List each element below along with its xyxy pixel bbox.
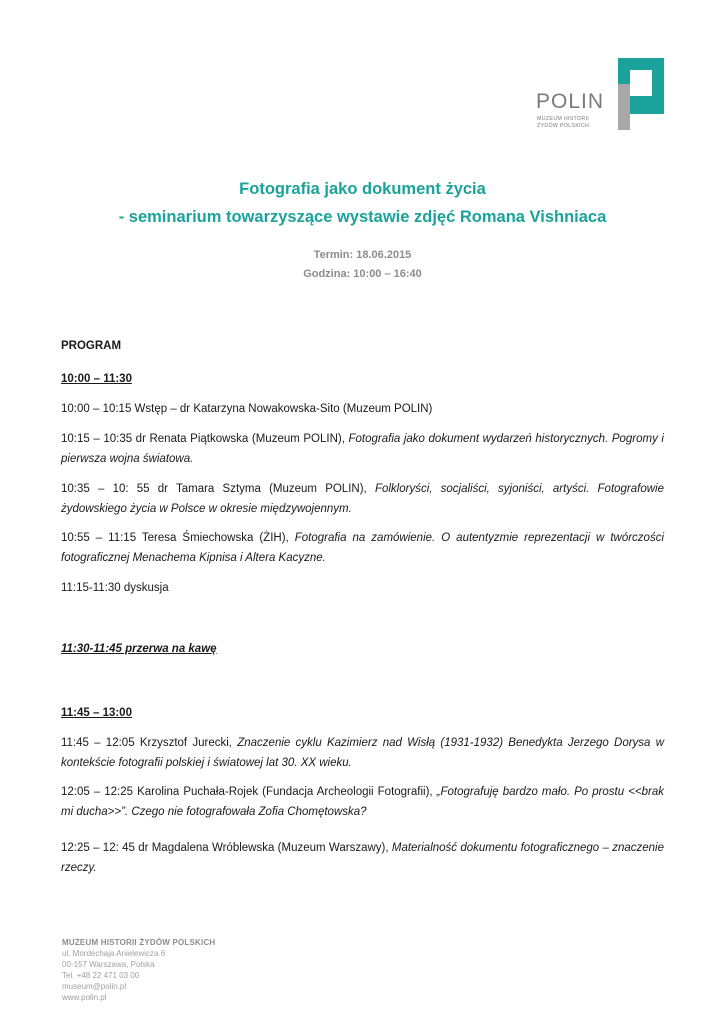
program-item-title: Fotografia na zamówienie. O autentyzmie reprezentacji w twórczości fotograficznej Menachema Kipnisa i Altera Kacyzne. — [61, 532, 664, 564]
event-date: Termin: 18.06.2015 — [313, 249, 412, 261]
program-item — [61, 838, 664, 878]
program-item-text: 10:00 – 10:15 Wstęp – dr Katarzyna Nowakowska-Sito (Muzeum POLIN) — [61, 403, 433, 415]
footer-website: www.polin.pl — [62, 993, 107, 1002]
program-item — [61, 528, 664, 568]
logo-subtitle-line-1: MUZEUM HISTORII — [537, 116, 590, 122]
document-title-line-2: - seminarium towarzyszące wystawie zdjęć Romana Vishniaca — [118, 208, 607, 226]
program-item-text: 10:55 – 11:15 Teresa Śmiechowska (ŻIH), — [61, 532, 295, 544]
event-hours: Godzina: 10:00 – 16:40 — [303, 268, 422, 280]
polin-mark-icon — [610, 58, 664, 130]
footer-museum-name: MUZEUM HISTORII ŻYDÓW POLSKICH — [62, 938, 216, 947]
program-item-text: 10:15 – 10:35 dr Renata Piątkowska (Muzeum POLIN), — [61, 433, 349, 445]
program-item — [61, 429, 664, 469]
program-item-title: Folkloryści, socjaliści, syjoniści, artyści. Fotografowie żydowskiego życia w Polsce w okresie międzywojennym. — [61, 483, 665, 515]
block1-time-label: 10:00 – 11:30 — [61, 373, 132, 385]
logo-wordmark: POLIN — [536, 90, 605, 113]
polin-logo — [536, 58, 664, 130]
coffee-break: 11:30-11:45 przerwa na kawę — [61, 643, 217, 655]
program-item — [61, 782, 664, 822]
footer-email: museum@polin.pl — [62, 982, 127, 991]
program-item-title: Znaczenie cyklu Kazimierz nad Wisłą (1931-1932) Benedykta Jerzego Dorysa w kontekście fotografii polskiej i światowej lat 30. XX wieku. — [61, 737, 665, 769]
program-item — [61, 399, 664, 419]
program-item-text: 11:15-11:30 dyskusja — [61, 582, 169, 594]
document-title-line-1: Fotografia jako dokument życia — [239, 180, 486, 198]
footer-address-line-1: ul. Mordechaja Anielewicza 6 — [62, 949, 166, 958]
program-item-text: 12:25 – 12: 45 dr Magdalena Wróblewska (Muzeum Warszawy), — [61, 842, 392, 854]
program-item — [61, 733, 664, 773]
program-item-text: 12:05 – 12:25 Karolina Puchała-Rojek (Fundacja Archeologii Fotografii), — [61, 786, 437, 798]
program-item — [61, 479, 664, 519]
logo-subtitle — [537, 116, 589, 129]
program-item-text: 11:45 – 12:05 Krzysztof Jurecki, — [61, 737, 238, 749]
program-item — [61, 578, 664, 598]
program-item-title: Fotografia jako dokument wydarzeń historycznych. Pogromy i pierwsza wojna światowa. — [61, 433, 664, 465]
program-heading: PROGRAM — [61, 340, 122, 352]
program-item-title: „Fotografuję bardzo mało. Po prostu <<brak mi ducha>>”. Czego nie fotografowała Zofia Chomętowska? — [61, 786, 664, 818]
block2-time-label: 11:45 – 13:00 — [61, 707, 132, 719]
footer-contact — [62, 937, 215, 1003]
program-item-text: 10:35 – 10: 55 dr Tamara Sztyma (Muzeum POLIN), — [61, 483, 375, 495]
footer-phone: Tel. +48 22 471 03 00 — [62, 971, 140, 980]
program-item-title: Materialność dokumentu fotograficznego – znaczenie rzeczy. — [61, 842, 665, 874]
logo-subtitle-line-2: ŻYDÓW POLSKICH — [537, 122, 590, 129]
footer-address-line-2: 00-157 Warszawa, Polska — [62, 960, 155, 969]
